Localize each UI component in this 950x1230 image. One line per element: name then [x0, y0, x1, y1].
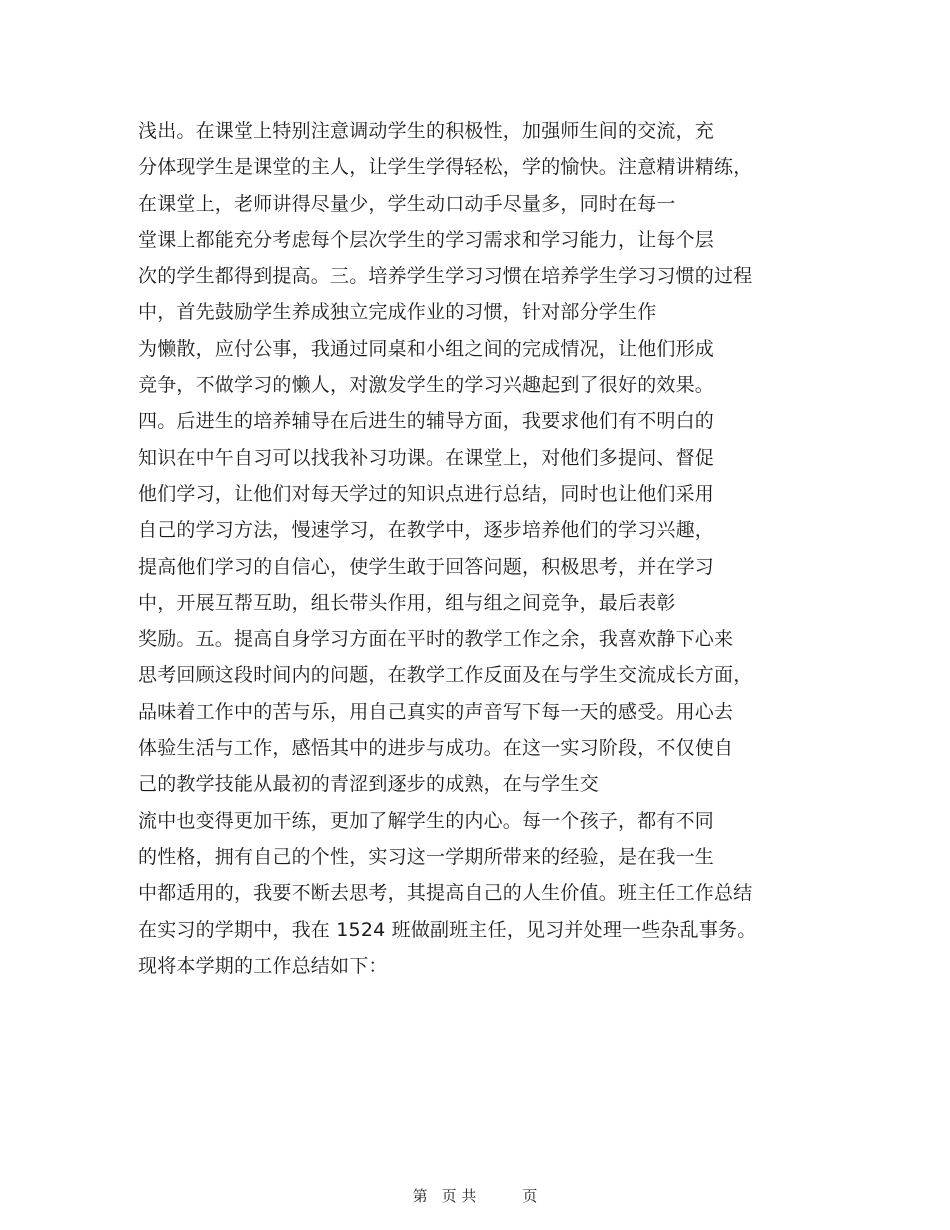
text-line: 己的教学技能从最初的青涩到逐步的成熟，在与学生交	[138, 773, 599, 796]
text-line: 品味着工作中的苦与乐，用自己真实的声音写下每一天的感受。用心去	[138, 700, 734, 723]
text-line: 在课堂上，老师讲得尽量少，学生动口动手尽量多，同时在每一	[138, 192, 676, 215]
text-line: 堂课上都能充分考虑每个层次学生的学习需求和学习能力，让每个层	[138, 228, 715, 251]
text-line: 自己的学习方法，慢速学习，在教学中，逐步培养他们的学习兴趣，	[138, 519, 715, 542]
text-line: 思考回顾这段时间内的问题，在教学工作反面及在与学生交流成长方面，	[138, 664, 753, 687]
text-line: 知识在中午自习可以找我补习功课。在课堂上，对他们多提问、督促	[138, 446, 715, 469]
text-line: 体验生活与工作，感悟其中的进步与成功。在这一实习阶段，不仅使自	[138, 737, 734, 760]
text-line: 中都适用的，我要不断去思考，其提高自己的人生价值。班主任工作总结	[138, 882, 753, 905]
footer-page-suffix: 页	[522, 1187, 538, 1205]
text-line: 现将本学期的工作总结如下：	[138, 954, 388, 977]
text-line: 中，开展互帮互助，组长带头作用，组与组之间竞争，最后表彰	[138, 591, 676, 614]
text-line: 在实习的学期中，我在 1524 班做副班主任，见习并处理一些杂乱事务。	[138, 918, 757, 941]
text-line: 为懒散，应付公事，我通过同桌和小组之间的完成情况，让他们形成	[138, 337, 715, 360]
text-line: 流中也变得更加干练，更加了解学生的内心。每一个孩子，都有不同	[138, 809, 715, 832]
footer-total-label: 页 共	[441, 1187, 477, 1205]
body-text	[138, 113, 818, 984]
text-line: 浅出。在课堂上特别注意调动学生的积极性，加强师生间的交流，充	[138, 120, 715, 142]
text-line: 提高他们学习的自信心，使学生敢于回答问题，积极思考，并在学习	[138, 555, 715, 578]
footer-page-label: 第	[412, 1187, 428, 1205]
text-line: 他们学习，让他们对每天学过的知识点进行总结，同时也让他们采用	[138, 482, 715, 505]
text-line: 竞争，不做学习的懒人，对激发学生的学习兴趣起到了很好的效果。	[138, 374, 715, 397]
text-line: 中，首先鼓励学生养成独立完成作业的习惯，针对部分学生作	[138, 301, 657, 324]
text-line: 次的学生都得到提高。三。培养学生学习习惯在培养学生学习习惯的过程	[138, 265, 753, 288]
text-line: 四。后进生的培养辅导在后进生的辅导方面，我要求他们有不明白的	[138, 410, 715, 433]
text-line: 奖励。五。提高自身学习方面在平时的教学工作之余，我喜欢静下心来	[138, 628, 734, 651]
text-line: 分体现学生是课堂的主人，让学生学得轻松，学的愉快。注意精讲精练，	[138, 156, 753, 179]
text-line: 的性格，拥有自己的个性，实习这一学期所带来的经验，是在我一生	[138, 845, 715, 868]
page-footer	[0, 1185, 950, 1206]
